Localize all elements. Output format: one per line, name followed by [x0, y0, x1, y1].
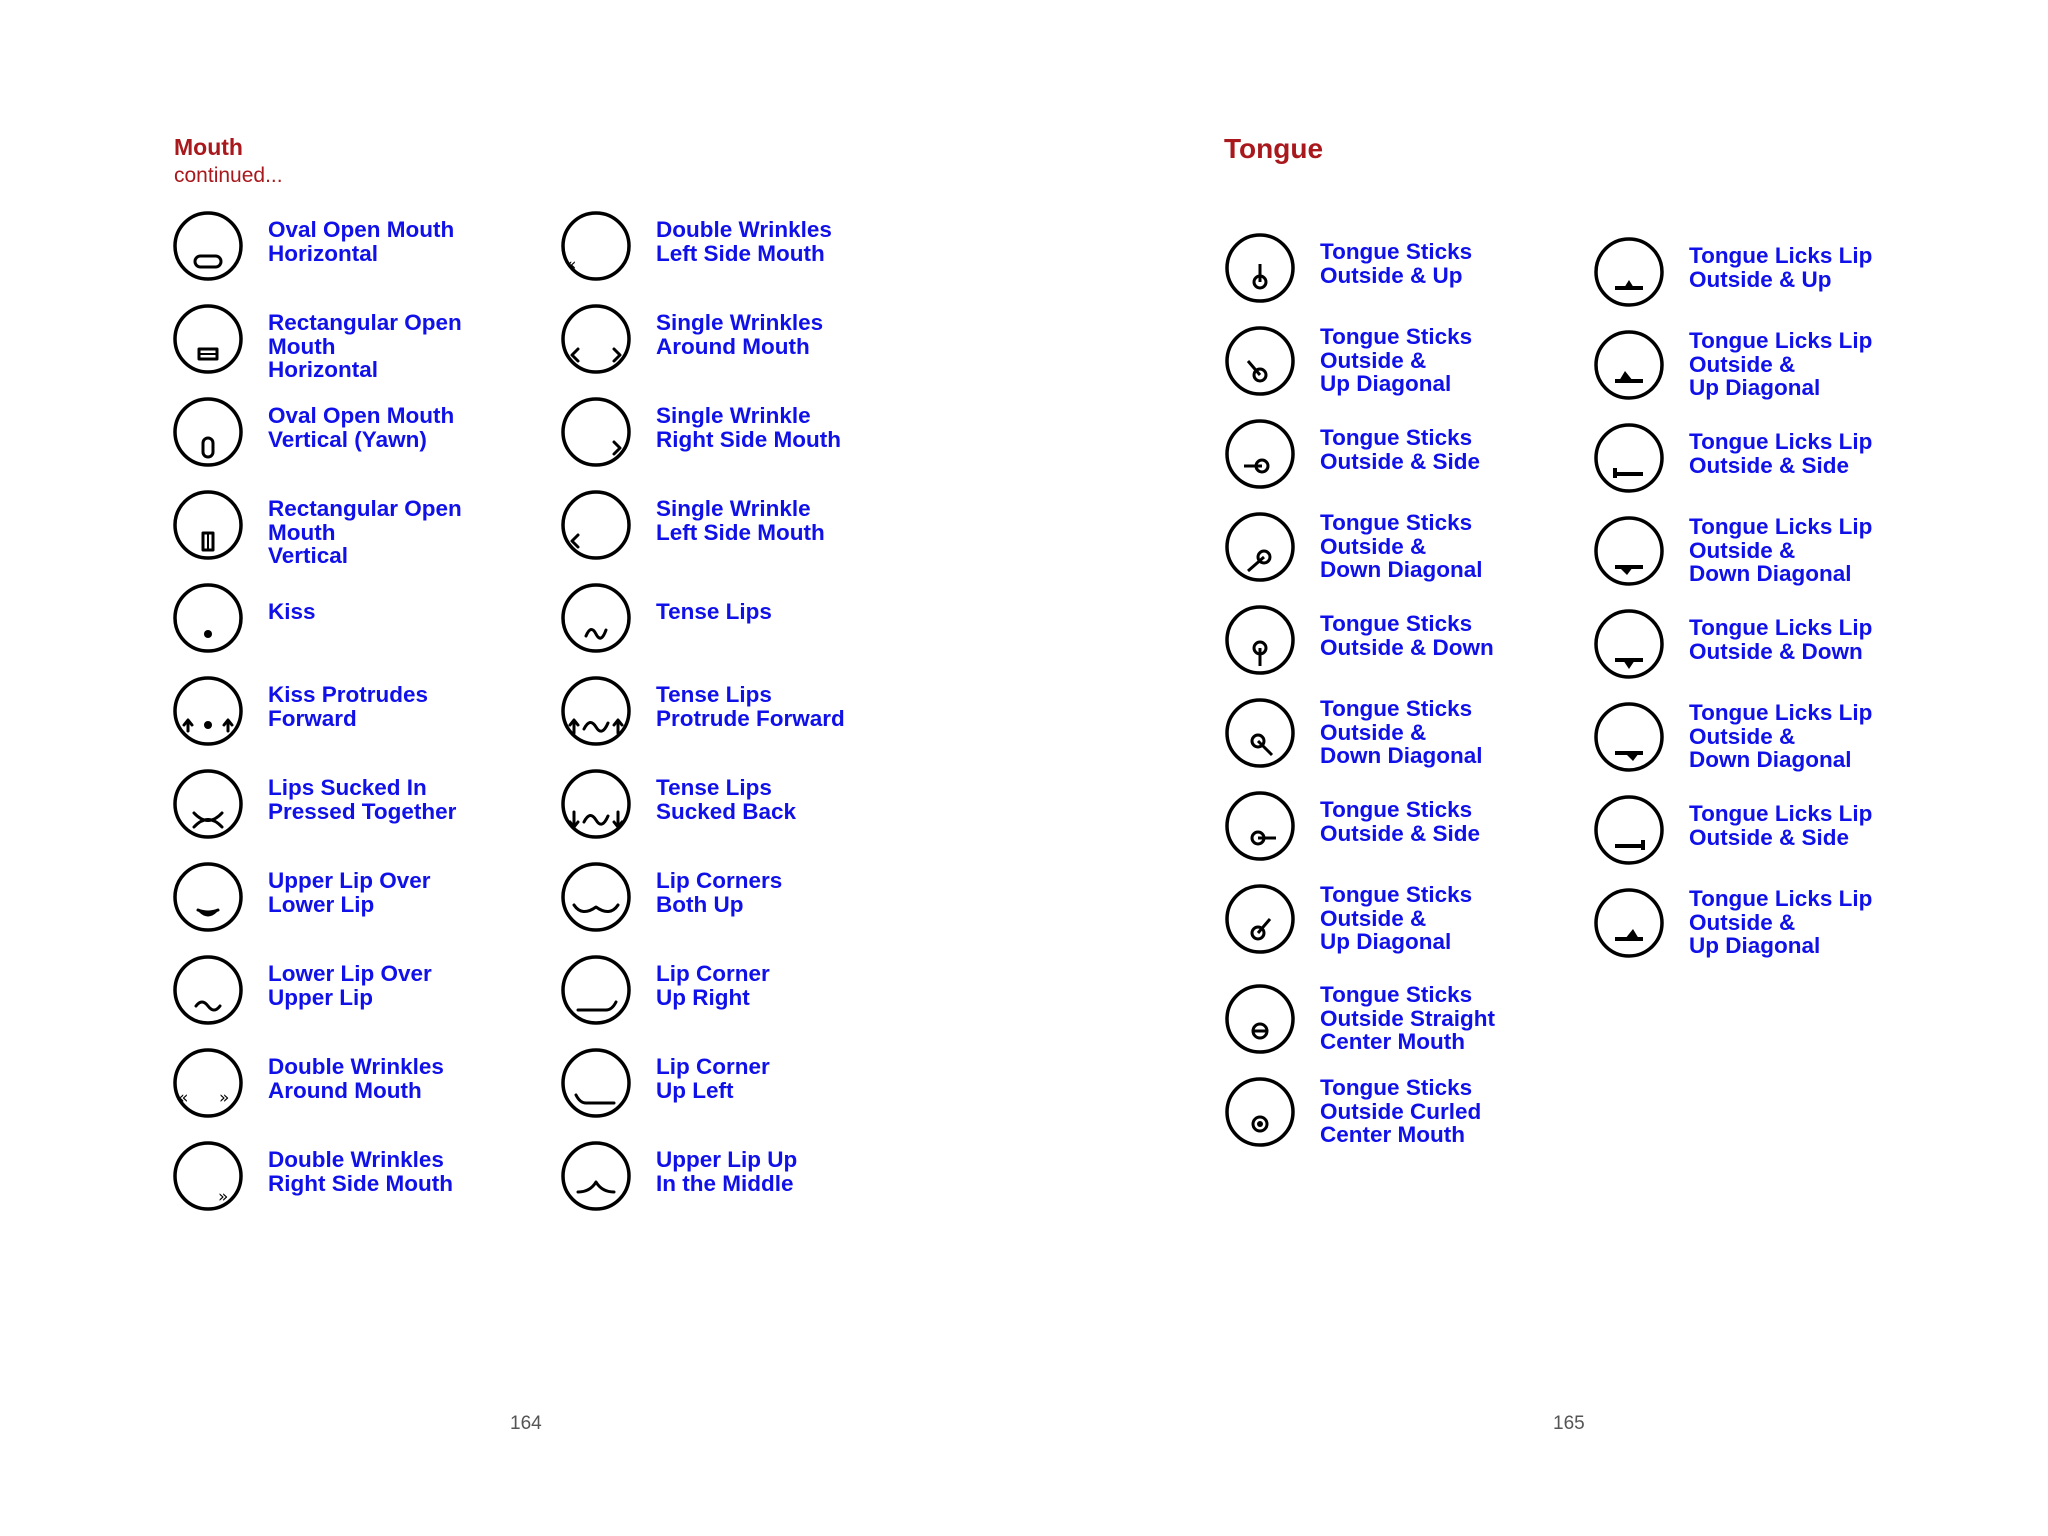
symbol-entry: [560, 954, 890, 1034]
symbol-entry: [560, 1140, 890, 1220]
symbol-label: Tongue Sticks Outside & Down Diagonal: [1320, 696, 1483, 768]
symbol-label: Tongue Licks Lip Outside & Side: [1689, 801, 1873, 850]
page-number-left: 164: [510, 1413, 542, 1434]
lower-lip-over-upper-lip-icon: [172, 954, 244, 1026]
symbol-label: Double Wrinkles Left Side Mouth: [656, 217, 832, 266]
kiss-icon: [172, 582, 244, 654]
upper-lip-up-middle-icon: [560, 1140, 632, 1212]
tongue-sticks-down-icon: [1224, 604, 1296, 676]
symbol-entry: [560, 675, 890, 755]
symbol-entry: [1224, 697, 1554, 777]
single-wrinkle-right-side-icon: [560, 396, 632, 468]
symbol-entry: [172, 768, 502, 848]
symbol-label: Tongue Sticks Outside & Side: [1320, 797, 1481, 846]
symbol-entry: [1593, 236, 1923, 316]
tongue-sticks-side-icon: [1224, 418, 1296, 490]
tongue-sticks-down-diagonal-icon: [1224, 511, 1296, 583]
symbol-entry: [560, 303, 890, 383]
rectangular-open-mouth-horizontal-icon: [172, 303, 244, 375]
lip-corner-up-left-icon: [560, 1047, 632, 1119]
single-wrinkles-around-mouth-icon: [560, 303, 632, 375]
tongue-licks-lip-down-diagonal-icon: [1593, 515, 1665, 587]
symbol-label: Tongue Sticks Outside & Down: [1320, 611, 1494, 660]
tongue-licks-lip-up-diagonal-icon: [1593, 329, 1665, 401]
symbol-label: Tongue Licks Lip Outside & Down Diagonal: [1689, 700, 1873, 772]
tongue-sticks-up-icon: [1224, 232, 1296, 304]
symbol-entry: [172, 1140, 502, 1220]
oval-open-mouth-horizontal-icon: [172, 210, 244, 282]
symbol-label: Tongue Sticks Outside & Down Diagonal: [1320, 510, 1483, 582]
symbol-label: Tongue Sticks Outside & Up Diagonal: [1320, 324, 1473, 396]
symbol-entry: [1224, 325, 1554, 405]
svg-text:«: «: [178, 1088, 189, 1108]
symbol-label: Single Wrinkle Right Side Mouth: [656, 403, 841, 452]
symbol-label: Upper Lip Up In the Middle: [656, 1147, 798, 1196]
lip-corner-up-right-icon: [560, 954, 632, 1026]
tongue-licks-lip-down-icon: [1593, 608, 1665, 680]
symbol-entry: [1224, 418, 1554, 498]
symbol-label: Tongue Sticks Outside & Side: [1320, 425, 1481, 474]
symbol-entry: [1224, 883, 1554, 963]
tongue-sticks-up-diagonal-right-icon: [1224, 883, 1296, 955]
tongue-sticks-curled-center-icon: [1224, 1076, 1296, 1148]
tongue-licks-lip-side-right-icon: [1593, 794, 1665, 866]
symbol-label: Lower Lip Over Upper Lip: [268, 961, 432, 1010]
symbol-label: Tongue Licks Lip Outside & Up Diagonal: [1689, 328, 1873, 400]
symbol-label: Tongue Sticks Outside & Up Diagonal: [1320, 882, 1473, 954]
symbol-label: Tongue Sticks Outside Curled Center Mouth: [1320, 1075, 1482, 1147]
symbol-label: Tongue Licks Lip Outside & Up: [1689, 243, 1873, 292]
symbol-entry: [560, 582, 890, 662]
symbol-label: Lip Corner Up Left: [656, 1054, 770, 1103]
svg-text:«: «: [566, 255, 577, 275]
tongue-licks-lip-up-diagonal-right-icon: [1593, 887, 1665, 959]
symbol-label: Oval Open Mouth Vertical (Yawn): [268, 403, 455, 452]
tense-lips-icon: [560, 582, 632, 654]
symbol-entry: [560, 1047, 890, 1127]
symbol-label: Single Wrinkles Around Mouth: [656, 310, 824, 359]
lips-sucked-in-icon: [172, 768, 244, 840]
symbol-label: Rectangular Open Mouth Vertical: [268, 496, 462, 568]
symbol-label: Kiss Protrudes Forward: [268, 682, 429, 731]
svg-text:»: »: [218, 1187, 229, 1207]
symbol-entry: [1593, 608, 1923, 688]
symbol-entry: [1224, 511, 1554, 591]
symbol-entry: [1224, 232, 1554, 312]
symbol-entry: [1224, 790, 1554, 870]
symbol-label: Tongue Licks Lip Outside & Down: [1689, 615, 1873, 664]
symbol-entry: [172, 954, 502, 1034]
right-page: [1024, 0, 2048, 1536]
symbol-entry: [172, 861, 502, 941]
symbol-entry: [560, 396, 890, 476]
symbol-label: Tongue Licks Lip Outside & Up Diagonal: [1689, 886, 1873, 958]
symbol-entry: [1593, 887, 1923, 967]
symbol-label: Tense Lips Protrude Forward: [656, 682, 845, 731]
symbol-entry: [560, 210, 890, 290]
symbol-label: Oval Open Mouth Horizontal: [268, 217, 455, 266]
double-wrinkles-left-side-icon: [560, 210, 632, 282]
tongue-licks-lip-up-icon: [1593, 236, 1665, 308]
symbol-label: Tense Lips Sucked Back: [656, 775, 797, 824]
single-wrinkle-left-side-icon: [560, 489, 632, 561]
page-number-right: 165: [1553, 1413, 1585, 1434]
tense-lips-protrude-forward-icon: [560, 675, 632, 747]
symbol-label: Lip Corner Up Right: [656, 961, 770, 1010]
symbol-label: Double Wrinkles Around Mouth: [268, 1054, 444, 1103]
symbol-label: Tongue Licks Lip Outside & Side: [1689, 429, 1873, 478]
tongue-licks-lip-side-icon: [1593, 422, 1665, 494]
double-wrinkles-right-side-icon: [172, 1140, 244, 1212]
symbol-label: Lips Sucked In Pressed Together: [268, 775, 457, 824]
kiss-protrudes-forward-icon: [172, 675, 244, 747]
symbol-label: Upper Lip Over Lower Lip: [268, 868, 431, 917]
upper-lip-over-lower-lip-icon: [172, 861, 244, 933]
symbol-entry: [560, 861, 890, 941]
svg-text:»: »: [219, 1088, 230, 1108]
symbol-entry: [560, 768, 890, 848]
oval-open-mouth-vertical-icon: [172, 396, 244, 468]
symbol-entry: [560, 489, 890, 569]
tongue-licks-lip-down-diagonal-right-icon: [1593, 701, 1665, 773]
symbol-label: Single Wrinkle Left Side Mouth: [656, 496, 825, 545]
symbol-label: Tongue Sticks Outside & Up: [1320, 239, 1473, 288]
symbol-label: Rectangular Open Mouth Horizontal: [268, 310, 462, 382]
symbol-label: Tongue Sticks Outside Straight Center Mouth: [1320, 982, 1496, 1054]
symbol-entry: [172, 1047, 502, 1127]
symbol-entry: [172, 210, 502, 290]
symbol-entry: [1224, 983, 1554, 1063]
symbol-entry: [1593, 794, 1923, 874]
rectangular-open-mouth-vertical-icon: [172, 489, 244, 561]
symbol-entry: [172, 303, 502, 383]
symbol-entry: [1224, 1076, 1554, 1156]
symbol-label: Tense Lips: [656, 599, 772, 624]
symbol-entry: [172, 582, 502, 662]
symbol-entry: [172, 396, 502, 476]
symbol-entry: [172, 489, 502, 569]
tongue-sticks-side-right-icon: [1224, 790, 1296, 862]
symbol-entry: [1224, 604, 1554, 684]
symbol-label: Tongue Licks Lip Outside & Down Diagonal: [1689, 514, 1873, 586]
symbol-entry: [1593, 422, 1923, 502]
tongue-sticks-down-diagonal-right-icon: [1224, 697, 1296, 769]
section-title-mouth: Mouth: [174, 134, 243, 160]
section-subtitle: continued...: [174, 164, 283, 187]
section-title-tongue: Tongue: [1224, 133, 1324, 164]
symbol-label: Lip Corners Both Up: [656, 868, 783, 917]
double-wrinkles-around-mouth-icon: [172, 1047, 244, 1119]
symbol-entry: [172, 675, 502, 755]
symbol-label: Kiss: [268, 599, 316, 624]
tongue-sticks-straight-center-icon: [1224, 983, 1296, 1055]
tense-lips-sucked-back-icon: [560, 768, 632, 840]
lip-corners-both-up-icon: [560, 861, 632, 933]
tongue-sticks-up-diagonal-icon: [1224, 325, 1296, 397]
symbol-entry: [1593, 701, 1923, 781]
symbol-label: Double Wrinkles Right Side Mouth: [268, 1147, 453, 1196]
symbol-entry: [1593, 515, 1923, 595]
symbol-entry: [1593, 329, 1923, 409]
